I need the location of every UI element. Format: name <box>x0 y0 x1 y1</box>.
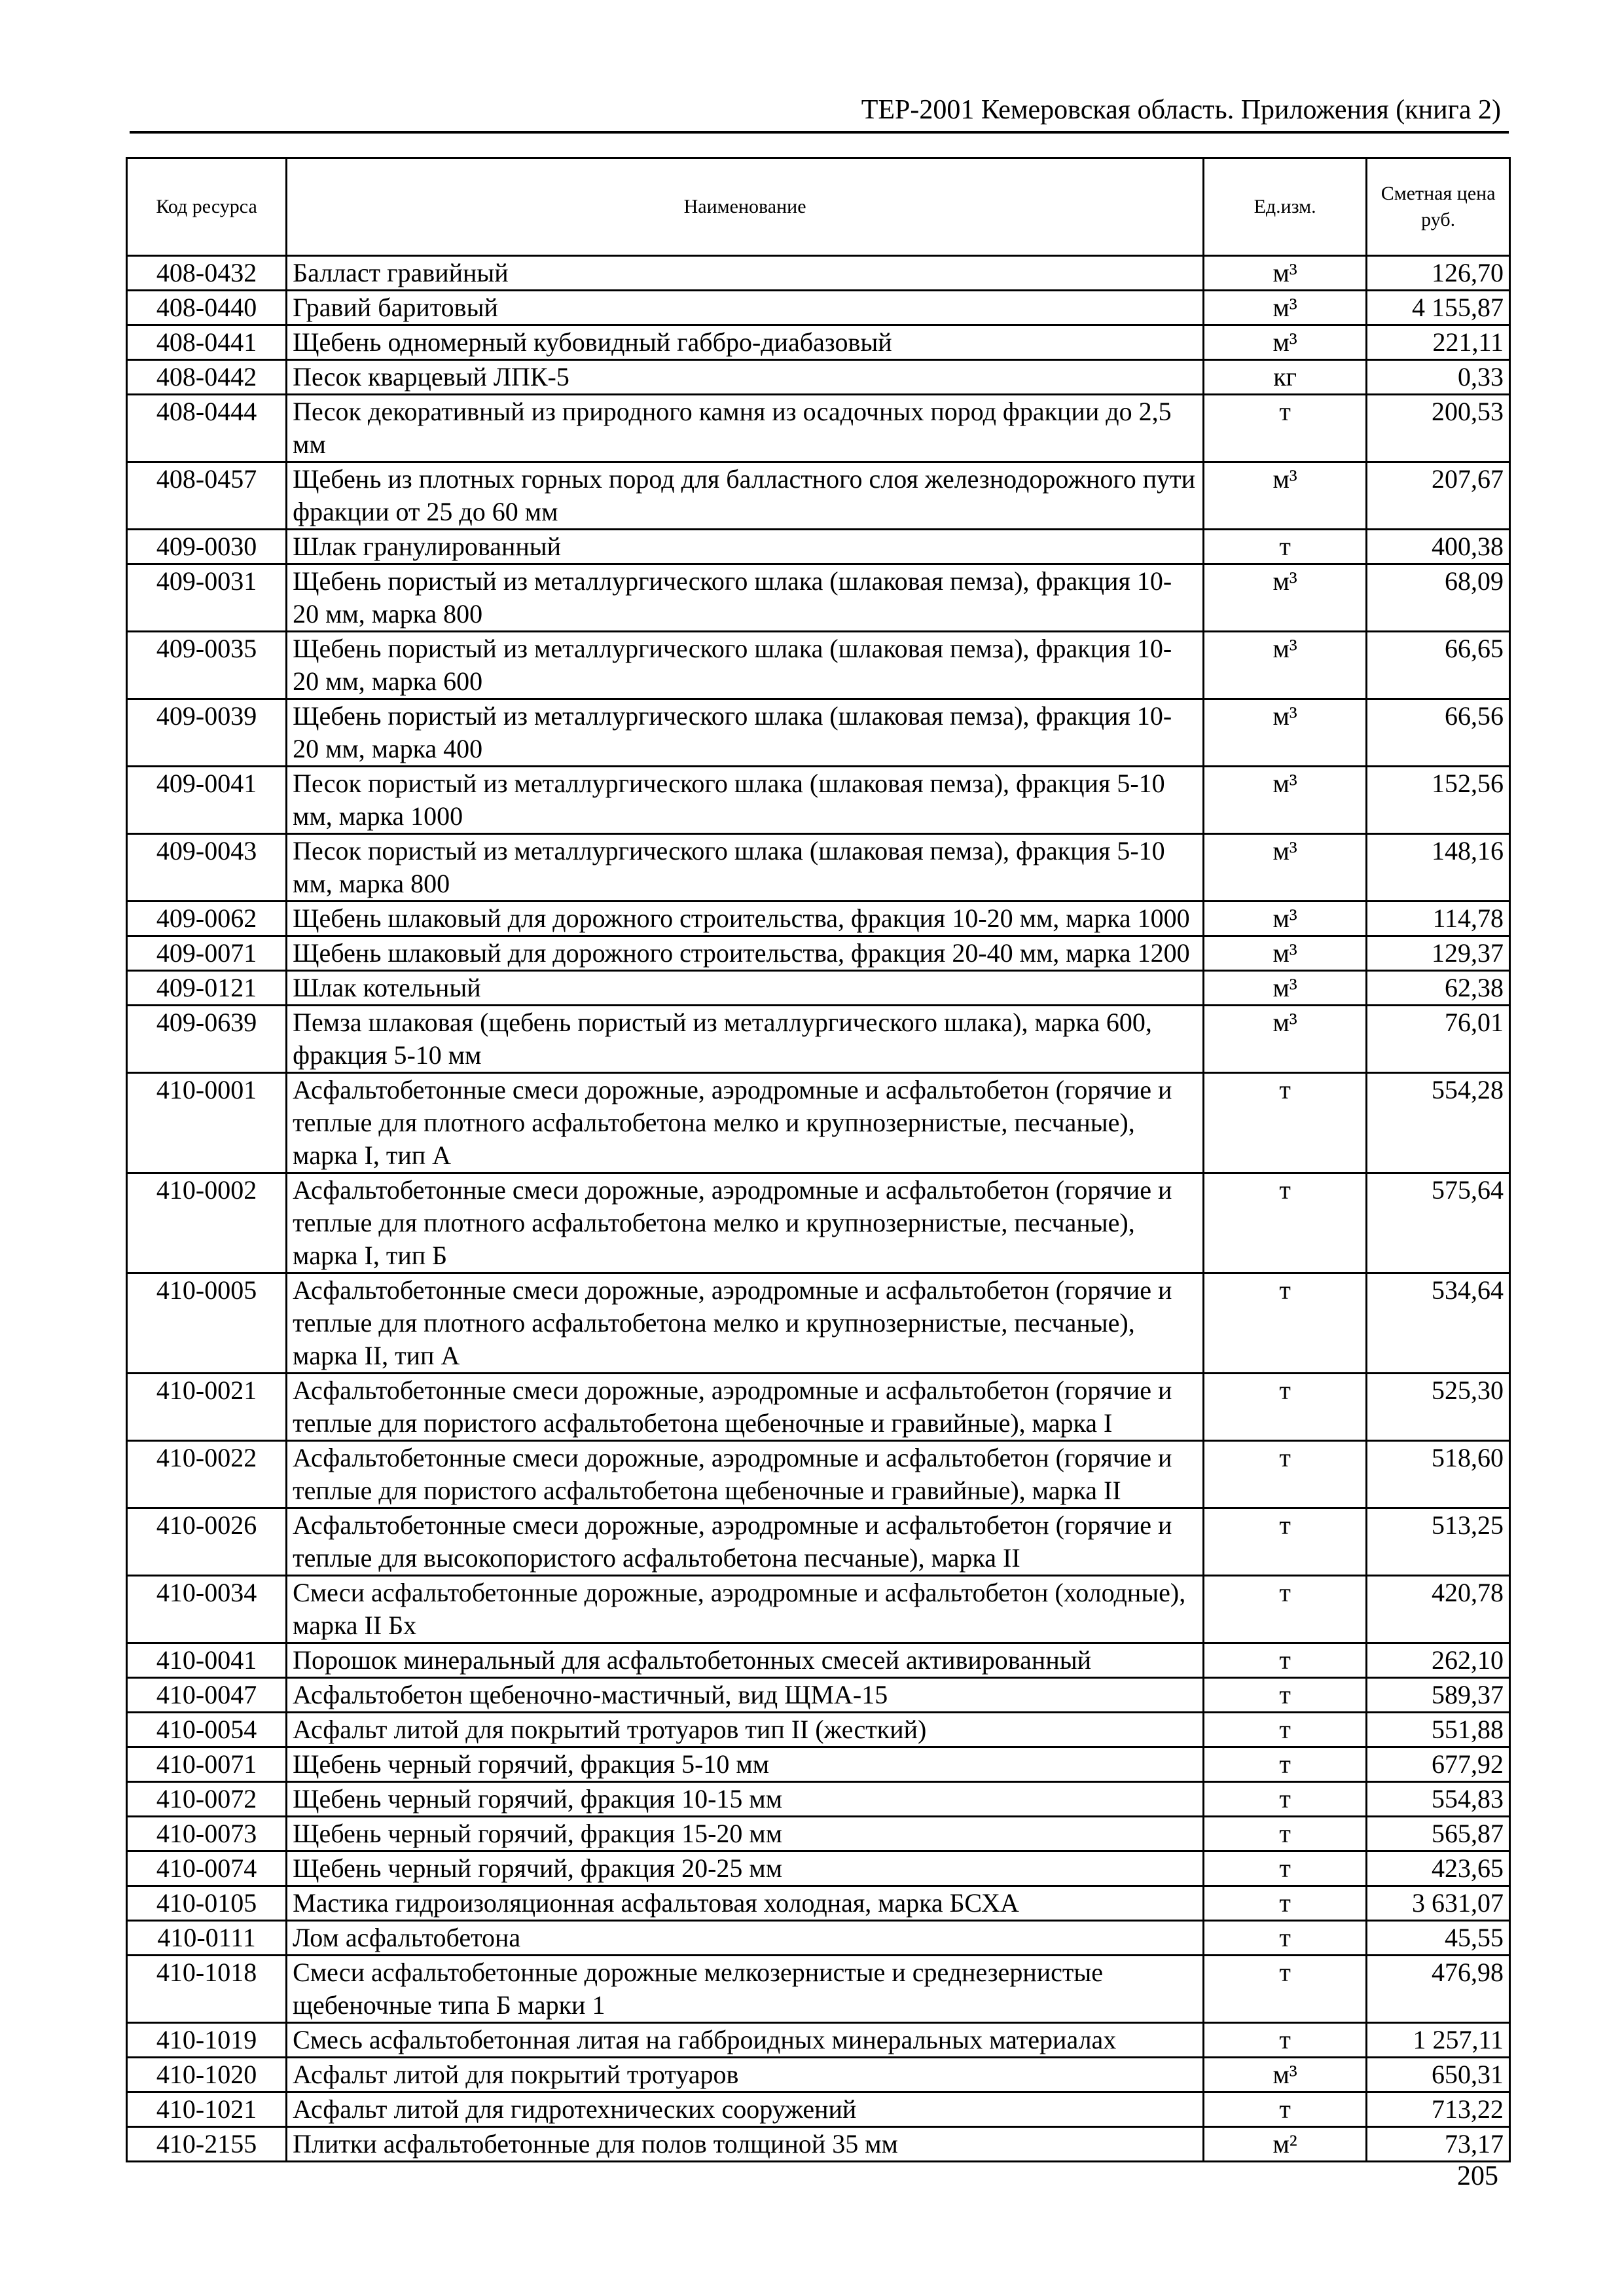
cell-resource-code: 410-2155 <box>127 2127 287 2162</box>
table-row <box>127 1782 1510 1817</box>
cell-unit: т <box>1204 1441 1367 1508</box>
table-row <box>127 1508 1510 1576</box>
cell-unit: м³ <box>1204 564 1367 632</box>
cell-resource-code: 410-0002 <box>127 1173 287 1273</box>
table-row <box>127 632 1510 699</box>
table-row <box>127 902 1510 936</box>
table-body <box>127 256 1510 2162</box>
cell-unit: т <box>1204 1713 1367 1747</box>
cell-price: 554,28 <box>1367 1073 1510 1173</box>
cell-price: 200,53 <box>1367 395 1510 462</box>
table-row <box>127 2023 1510 2058</box>
cell-unit: м³ <box>1204 2058 1367 2092</box>
cell-resource-name: Щебень пористый из металлургического шлака (шлаковая пемза), фракция 10-20 мм, марка 800 <box>287 564 1204 632</box>
cell-resource-code: 410-0001 <box>127 1073 287 1173</box>
cell-resource-name: Щебень шлаковый для дорожного строительства, фракция 20-40 мм, марка 1200 <box>287 936 1204 971</box>
cell-resource-name: Плитки асфальтобетонные для полов толщиной 35 мм <box>287 2127 1204 2162</box>
cell-unit: т <box>1204 1956 1367 2023</box>
cell-price: 565,87 <box>1367 1817 1510 1851</box>
cell-resource-name: Щебень пористый из металлургического шлака (шлаковая пемза), фракция 10-20 мм, марка 400 <box>287 699 1204 767</box>
document-title: ТЕР-2001 Кемеровская область. Приложения (книга 2) <box>861 95 1501 125</box>
cell-unit: т <box>1204 2092 1367 2127</box>
cell-price: 420,78 <box>1367 1576 1510 1643</box>
table-row <box>127 1921 1510 1956</box>
cell-resource-name: Смеси асфальтобетонные дорожные, аэродромные и асфальтобетон (холодные), марка II Бх <box>287 1576 1204 1643</box>
cell-resource-code: 408-0432 <box>127 256 287 291</box>
cell-resource-name: Асфальт литой для покрытий тротуаров тип II (жесткий) <box>287 1713 1204 1747</box>
cell-price: 207,67 <box>1367 462 1510 530</box>
cell-price: 114,78 <box>1367 902 1510 936</box>
cell-price: 423,65 <box>1367 1851 1510 1886</box>
cell-resource-name: Пемза шлаковая (щебень пористый из металлургического шлака), марка 600, фракция 5-10 мм <box>287 1006 1204 1073</box>
cell-resource-code: 410-0034 <box>127 1576 287 1643</box>
table-row <box>127 564 1510 632</box>
table-row <box>127 1713 1510 1747</box>
table-row <box>127 936 1510 971</box>
cell-unit: т <box>1204 1886 1367 1921</box>
cell-unit: т <box>1204 395 1367 462</box>
cell-resource-code: 410-1021 <box>127 2092 287 2127</box>
cell-unit: м³ <box>1204 971 1367 1006</box>
cell-resource-code: 409-0043 <box>127 834 287 902</box>
table-row <box>127 291 1510 325</box>
cell-price: 62,38 <box>1367 971 1510 1006</box>
cell-unit: м³ <box>1204 291 1367 325</box>
column-header-code: Код ресурса <box>127 158 287 256</box>
cell-unit: т <box>1204 2023 1367 2058</box>
cell-price: 525,30 <box>1367 1374 1510 1441</box>
table-row <box>127 1006 1510 1073</box>
cell-resource-name: Песок пористый из металлургического шлака (шлаковая пемза), фракция 5-10 мм, марка 1000 <box>287 767 1204 834</box>
column-header-price: Сметная цена руб. <box>1367 158 1510 256</box>
table-row <box>127 2092 1510 2127</box>
cell-resource-code: 410-1020 <box>127 2058 287 2092</box>
table-row <box>127 699 1510 767</box>
resource-price-table <box>126 157 1511 2162</box>
cell-unit: м³ <box>1204 902 1367 936</box>
table-row <box>127 1441 1510 1508</box>
cell-price: 534,64 <box>1367 1273 1510 1374</box>
table-row <box>127 1886 1510 1921</box>
cell-price: 589,37 <box>1367 1678 1510 1713</box>
cell-price: 3 631,07 <box>1367 1886 1510 1921</box>
cell-unit: м³ <box>1204 632 1367 699</box>
cell-resource-code: 408-0444 <box>127 395 287 462</box>
cell-resource-code: 410-0022 <box>127 1441 287 1508</box>
cell-resource-name: Щебень черный горячий, фракция 20-25 мм <box>287 1851 1204 1886</box>
cell-resource-code: 410-0041 <box>127 1643 287 1678</box>
cell-price: 68,09 <box>1367 564 1510 632</box>
cell-unit: кг <box>1204 360 1367 395</box>
page-number: 205 <box>1457 2161 1498 2191</box>
cell-resource-code: 410-0105 <box>127 1886 287 1921</box>
cell-resource-code: 410-0073 <box>127 1817 287 1851</box>
cell-resource-name: Песок декоративный из природного камня из осадочных пород фракции до 2,5 мм <box>287 395 1204 462</box>
cell-unit: т <box>1204 1173 1367 1273</box>
cell-resource-code: 409-0639 <box>127 1006 287 1073</box>
cell-resource-name: Песок пористый из металлургического шлака (шлаковая пемза), фракция 5-10 мм, марка 800 <box>287 834 1204 902</box>
cell-resource-name: Смеси асфальтобетонные дорожные мелкозернистые и среднезернистые щебеночные типа Б марки 1 <box>287 1956 1204 2023</box>
cell-price: 129,37 <box>1367 936 1510 971</box>
cell-resource-code: 409-0121 <box>127 971 287 1006</box>
cell-unit: м³ <box>1204 834 1367 902</box>
cell-resource-code: 410-1018 <box>127 1956 287 2023</box>
cell-unit: т <box>1204 530 1367 564</box>
cell-resource-name: Асфальтобетон щебеночно-мастичный, вид ЩМА-15 <box>287 1678 1204 1713</box>
cell-price: 66,65 <box>1367 632 1510 699</box>
table-row <box>127 462 1510 530</box>
cell-resource-name: Асфальтобетонные смеси дорожные, аэродромные и асфальтобетон (горячие и теплые для высокопористого асфальтобетона песчаные), марка II <box>287 1508 1204 1576</box>
table-row <box>127 325 1510 360</box>
table-row <box>127 1851 1510 1886</box>
cell-resource-code: 409-0071 <box>127 936 287 971</box>
table-row <box>127 530 1510 564</box>
table-row <box>127 2058 1510 2092</box>
cell-unit: т <box>1204 1817 1367 1851</box>
table-row <box>127 1678 1510 1713</box>
table-row <box>127 1273 1510 1374</box>
cell-unit: м³ <box>1204 936 1367 971</box>
cell-price: 262,10 <box>1367 1643 1510 1678</box>
table-row <box>127 1576 1510 1643</box>
cell-resource-name: Лом асфальтобетона <box>287 1921 1204 1956</box>
cell-resource-name: Асфальтобетонные смеси дорожные, аэродромные и асфальтобетон (горячие и теплые для плотного асфальтобетона мелко и крупнозернистые, песчаные), марка I, тип Б <box>287 1173 1204 1273</box>
cell-price: 518,60 <box>1367 1441 1510 1508</box>
table-row <box>127 1817 1510 1851</box>
cell-unit: т <box>1204 1073 1367 1173</box>
cell-unit: т <box>1204 1273 1367 1374</box>
cell-resource-code: 410-0071 <box>127 1747 287 1782</box>
cell-resource-name: Балласт гравийный <box>287 256 1204 291</box>
cell-price: 677,92 <box>1367 1747 1510 1782</box>
cell-resource-code: 408-0441 <box>127 325 287 360</box>
cell-price: 713,22 <box>1367 2092 1510 2127</box>
cell-unit: м³ <box>1204 699 1367 767</box>
cell-resource-code: 410-0054 <box>127 1713 287 1747</box>
cell-price: 575,64 <box>1367 1173 1510 1273</box>
cell-price: 148,16 <box>1367 834 1510 902</box>
cell-resource-code: 410-0021 <box>127 1374 287 1441</box>
cell-resource-name: Шлак котельный <box>287 971 1204 1006</box>
cell-unit: м³ <box>1204 462 1367 530</box>
cell-unit: т <box>1204 1747 1367 1782</box>
table-row <box>127 2127 1510 2162</box>
table-row <box>127 1073 1510 1173</box>
table-row <box>127 1956 1510 2023</box>
cell-resource-code: 410-0072 <box>127 1782 287 1817</box>
cell-resource-name: Щебень одномерный кубовидный габбро-диабазовый <box>287 325 1204 360</box>
table-header-row <box>127 158 1510 256</box>
cell-unit: т <box>1204 1576 1367 1643</box>
cell-price: 76,01 <box>1367 1006 1510 1073</box>
cell-resource-code: 408-0440 <box>127 291 287 325</box>
cell-unit: м³ <box>1204 325 1367 360</box>
cell-resource-name: Асфальтобетонные смеси дорожные, аэродромные и асфальтобетон (горячие и теплые для пористого асфальтобетона щебеночные и гравийные), марка II <box>287 1441 1204 1508</box>
cell-resource-code: 410-1019 <box>127 2023 287 2058</box>
cell-resource-name: Асфальтобетонные смеси дорожные, аэродромные и асфальтобетон (горячие и теплые для пористого асфальтобетона щебеночные и гравийные), марка I <box>287 1374 1204 1441</box>
cell-unit: т <box>1204 1374 1367 1441</box>
cell-unit: т <box>1204 1678 1367 1713</box>
cell-resource-name: Асфальтобетонные смеси дорожные, аэродромные и асфальтобетон (горячие и теплые для плотного асфальтобетона мелко и крупнозернистые, песчаные), марка I, тип А <box>287 1073 1204 1173</box>
cell-resource-code: 409-0062 <box>127 902 287 936</box>
cell-resource-name: Щебень шлаковый для дорожного строительства, фракция 10-20 мм, марка 1000 <box>287 902 1204 936</box>
cell-resource-code: 410-0005 <box>127 1273 287 1374</box>
cell-resource-code: 409-0039 <box>127 699 287 767</box>
table-row <box>127 256 1510 291</box>
cell-unit: т <box>1204 1508 1367 1576</box>
cell-resource-code: 408-0442 <box>127 360 287 395</box>
cell-unit: м³ <box>1204 256 1367 291</box>
cell-unit: т <box>1204 1851 1367 1886</box>
cell-price: 45,55 <box>1367 1921 1510 1956</box>
table-row <box>127 1173 1510 1273</box>
cell-resource-name: Песок кварцевый ЛПК-5 <box>287 360 1204 395</box>
cell-unit: т <box>1204 1921 1367 1956</box>
page-header <box>130 92 1509 134</box>
cell-resource-name: Гравий баритовый <box>287 291 1204 325</box>
cell-price: 126,70 <box>1367 256 1510 291</box>
cell-resource-code: 410-0111 <box>127 1921 287 1956</box>
cell-price: 152,56 <box>1367 767 1510 834</box>
cell-resource-name: Смесь асфальтобетонная литая на габброидных минеральных материалах <box>287 2023 1204 2058</box>
cell-unit: т <box>1204 1643 1367 1678</box>
cell-resource-code: 410-0074 <box>127 1851 287 1886</box>
cell-price: 221,11 <box>1367 325 1510 360</box>
table-row <box>127 767 1510 834</box>
cell-resource-code: 409-0030 <box>127 530 287 564</box>
cell-price: 650,31 <box>1367 2058 1510 2092</box>
cell-resource-name: Асфальт литой для гидротехнических сооружений <box>287 2092 1204 2127</box>
table-row <box>127 834 1510 902</box>
cell-resource-name: Щебень из плотных горных пород для балластного слоя железнодорожного пути фракции от 25 до 60 мм <box>287 462 1204 530</box>
cell-resource-code: 409-0031 <box>127 564 287 632</box>
table-row <box>127 360 1510 395</box>
table-row <box>127 971 1510 1006</box>
cell-resource-code: 410-0026 <box>127 1508 287 1576</box>
table-row <box>127 1643 1510 1678</box>
cell-price: 73,17 <box>1367 2127 1510 2162</box>
cell-resource-name: Щебень черный горячий, фракция 10-15 мм <box>287 1782 1204 1817</box>
cell-unit: м³ <box>1204 767 1367 834</box>
table-row <box>127 1374 1510 1441</box>
cell-price: 0,33 <box>1367 360 1510 395</box>
column-header-unit: Ед.изм. <box>1204 158 1367 256</box>
cell-price: 513,25 <box>1367 1508 1510 1576</box>
cell-resource-code: 409-0041 <box>127 767 287 834</box>
cell-resource-name: Щебень черный горячий, фракция 5-10 мм <box>287 1747 1204 1782</box>
cell-price: 4 155,87 <box>1367 291 1510 325</box>
cell-price: 1 257,11 <box>1367 2023 1510 2058</box>
cell-resource-name: Шлак гранулированный <box>287 530 1204 564</box>
cell-unit: м² <box>1204 2127 1367 2162</box>
cell-resource-name: Асфальт литой для покрытий тротуаров <box>287 2058 1204 2092</box>
cell-unit: м³ <box>1204 1006 1367 1073</box>
cell-price: 66,56 <box>1367 699 1510 767</box>
cell-price: 554,83 <box>1367 1782 1510 1817</box>
cell-resource-code: 410-0047 <box>127 1678 287 1713</box>
cell-price: 551,88 <box>1367 1713 1510 1747</box>
column-header-name: Наименование <box>287 158 1204 256</box>
cell-resource-name: Щебень пористый из металлургического шлака (шлаковая пемза), фракция 10-20 мм, марка 600 <box>287 632 1204 699</box>
cell-resource-code: 409-0035 <box>127 632 287 699</box>
cell-resource-name: Мастика гидроизоляционная асфальтовая холодная, марка БСХА <box>287 1886 1204 1921</box>
cell-resource-name: Асфальтобетонные смеси дорожные, аэродромные и асфальтобетон (горячие и теплые для плотного асфальтобетона мелко и крупнозернистые, песчаные), марка II, тип А <box>287 1273 1204 1374</box>
cell-price: 476,98 <box>1367 1956 1510 2023</box>
table-row <box>127 1747 1510 1782</box>
table-row <box>127 395 1510 462</box>
cell-resource-name: Порошок минеральный для асфальтобетонных смесей активированный <box>287 1643 1204 1678</box>
cell-unit: т <box>1204 1782 1367 1817</box>
cell-resource-name: Щебень черный горячий, фракция 15-20 мм <box>287 1817 1204 1851</box>
cell-resource-code: 408-0457 <box>127 462 287 530</box>
cell-price: 400,38 <box>1367 530 1510 564</box>
